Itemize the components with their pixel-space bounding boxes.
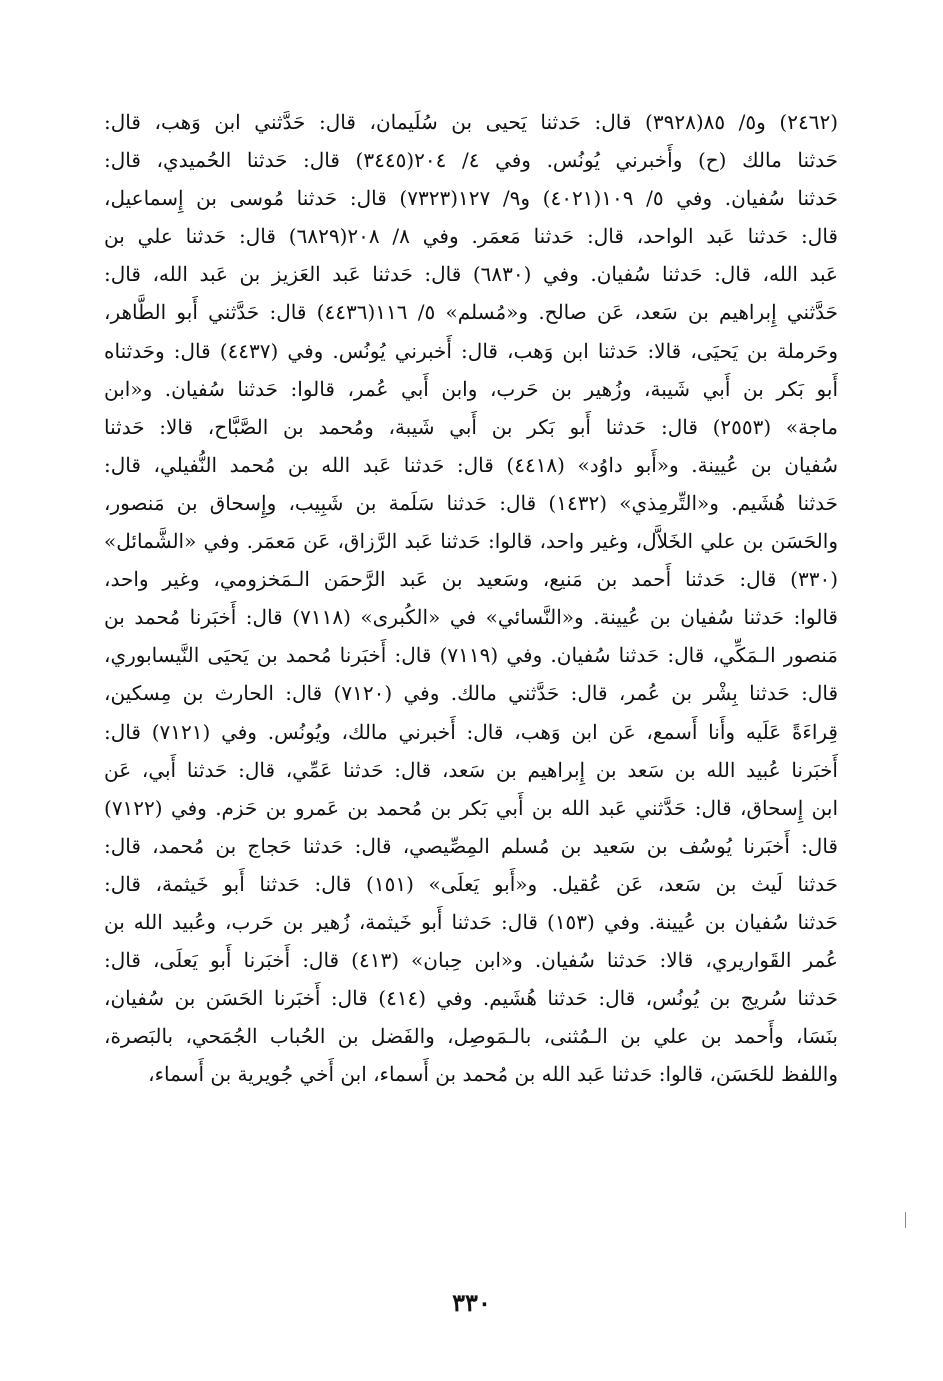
text-line: حَدَّثني إِبراهيم بن سَعد، عَن صالح. و«مُسلم» ٥/ ١١٦(٤٤٣٦) قال: حَدَّثني أَبو الطَّاهر، <box>104 300 838 325</box>
text-line: بنَسَا، وأَحمد بن علي بن الـمُثنى، بالـمَوصِل، والفَضل بن الحُباب الجُمَحي، بالبَصرة، <box>104 1024 838 1049</box>
text-line: أَخبَرنا عُبيد الله بن سَعد بن إِبراهيم بن سَعد، قال: حَدثنا عَمِّي، قال: حَدثنا أَبي، عَن <box>104 757 838 782</box>
text-line: حَدثنا هُشَيم. و«التِّرمِذي» (١٤٣٢) قال: حَدثنا سَلَمة بن شَبِيب، وإِسحاق بن مَنصور، <box>104 490 838 515</box>
text-line: حَدثنا لَيث بن سَعد، عَن عُقيل. و«أَبو يَعلَى» (١٥١) قال: حَدثنا أَبو خَيثمة، قال: <box>104 871 838 896</box>
text-line: عُمر القَواريري، قالا: حَدثنا سُفيان. و«ابن حِبان» (٤١٣) قال: أَخبَرنا أَبو يَعلَى، قال: <box>104 948 838 973</box>
text-line: أَبو بَكر بن أَبي شَيبة، وزُهير بن حَرب، وابن أَبي عُمر، قالوا: حَدثنا سُفيان. و«ابن <box>104 376 838 401</box>
scan-mark <box>905 1212 906 1228</box>
text-line: واللفظ للحَسَن، قالوا: حَدثنا عَبد الله بن مُحمد بن أَسماء، ابن أَخي جُويرية بن أَسماء، <box>148 1062 838 1087</box>
text-line: وحَرملة بن يَحيَى، قالا: حَدثنا ابن وَهب، قال: أَخبرني يُونُس. وفي (٤٤٣٧) قال: وحَدثناه <box>104 338 838 363</box>
text-line: حَدثنا سُفيان. وفي ٥/ ١٠٩(٤٠٢١) و٩/ ١٢٧(٧٣٢٣) قال: حَدثنا مُوسى بن إِسماعيل، <box>104 186 838 211</box>
text-line: قال: حَدثنا بِشْر بن عُمر، قال: حَدَّثني مالك. وفي (٧١٢٠) قال: الحارث بن مِسكين، <box>104 681 838 706</box>
text-line: ماجة» (٢٥٥٣) قال: حَدثنا أَبو بَكر بن أَبي شَيبة، ومُحمد بن الصَّبَّاح، قالا: حَدثنا <box>104 414 838 439</box>
page-number: ٣٣٠ <box>452 1288 491 1317</box>
text-line: قال: حَدثنا عَبد الواحد، قال: حَدثنا مَعمَر. وفي ٨/ ٢٠٨(٦٨٢٩) قال: حَدثنا علي بن <box>104 224 838 249</box>
text-line: عَبد الله، قال: حَدثنا سُفيان. وفي (٦٨٣٠) قال: حَدثنا عَبد العَزيز بن عَبد الله، قال: <box>104 262 838 287</box>
text-line: قالوا: حَدثنا سُفيان بن عُيينة. و«النَّسائي» في «الكُبرى» (٧١١٨) قال: أَخبَرنا مُحمد بن <box>104 605 838 630</box>
text-line: قِراءَةً عَلَيه وأَنا أَسمع، عَن ابن وَهب، قال: أَخبرني مالك، ويُونُس. وفي (٧١٢١) قال: <box>104 719 838 744</box>
text-line: حَدثنا سُريج بن يُونُس، قال: حَدثنا هُشَيم. وفي (٤١٤) قال: أَخبَرنا الحَسَن بن سُفيان، <box>104 986 838 1011</box>
text-line: (٣٣٠) قال: حَدثنا أَحمد بن مَنيع، وسَعيد بن عَبد الرَّحمَن الـمَخزومي، وغير واحد، <box>104 567 838 592</box>
text-line: قال: أَخبَرنا يُوسُف بن سَعيد بن مُسلم المِصِّيصي، قال: حَدثنا حَجاج بن مُحمد، قال: <box>104 833 838 858</box>
text-line: (٢٤٦٢) و٥/ ٨٥(٣٩٢٨) قال: حَدثنا يَحيى بن سُلَيمان، قال: حَدَّثني ابن وَهب، قال: <box>104 110 838 134</box>
text-line: سُفيان بن عُيينة. و«أَبو داوُد» (٤٤١٨) قال: حَدثنا عَبد الله بن مُحمد النُّفيلي، قال: <box>104 452 838 477</box>
hadith-text-block <box>104 103 838 1093</box>
text-line: ابن إِسحاق، قال: حَدَّثني عَبد الله بن أَبي بَكر بن مُحمد بن عَمرو بن حَزم. وفي (٧١٢٢) <box>104 795 838 820</box>
text-line: والحَسَن بن علي الخَلاَّل، وغير واحد، قالوا: حَدثنا عَبد الرَّزاق، عَن مَعمَر. وفي «الشَّمائل» <box>104 529 838 554</box>
text-line: حَدثنا سُفيان بن عُيينة. وفي (١٥٣) قال: حَدثنا أَبو خَيثمة، زُهير بن حَرب، وعُبيد الله بن <box>104 909 838 934</box>
text-line: مَنصور الـمَكِّي، قال: حَدثنا سُفيان. وفي (٧١١٩) قال: أَخبَرنا مُحمد بن يَحيَى النَّيسابوري، <box>104 643 838 668</box>
text-line: حَدثنا مالك (ح) وأَخبرني يُونُس. وفي ٤/ ٢٠٤(٣٤٤٥) قال: حَدثنا الحُميدي، قال: <box>104 148 838 173</box>
